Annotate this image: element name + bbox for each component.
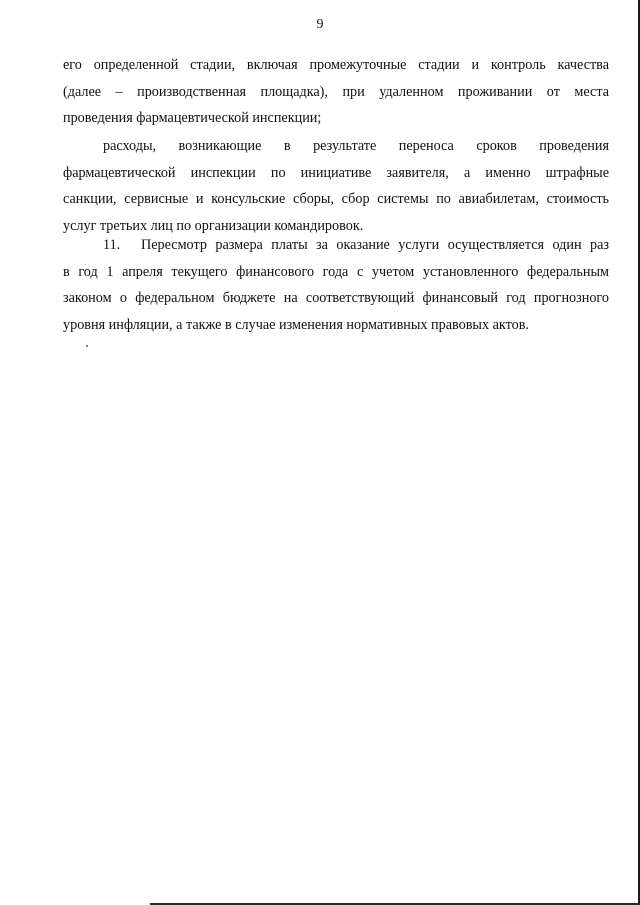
scan-speck xyxy=(86,345,88,347)
paragraph-text xyxy=(63,232,609,338)
item-number: 11. xyxy=(103,237,121,253)
text-line xyxy=(63,232,609,259)
paragraph-text xyxy=(63,52,609,132)
text-line: уровня инфляции, а также в случае изменения нормативных правовых актов. xyxy=(63,316,529,333)
text-line: услуг третьих лиц по организации командировок. xyxy=(63,217,364,234)
text-line: расходы, возникающие в результате переноса сроков проведения xyxy=(103,138,609,154)
text-line: в год 1 апреля текущего финансового года с учетом установленного федеральным xyxy=(63,263,609,280)
paragraph-continuation xyxy=(63,52,609,132)
text-line: законом о федеральном бюджете на соответствующий финансовый год прогнозного xyxy=(63,290,609,306)
text-line: его определенной стадии, включая промежуточные стадии и контроль качества xyxy=(63,57,609,73)
text-line: проведения фармацевтической инспекции; xyxy=(63,110,322,126)
paragraph-expenses xyxy=(63,133,609,239)
paragraph-item-11 xyxy=(63,232,609,338)
text-line: (далее – производственная площадка), при удаленном проживании от места xyxy=(63,83,609,100)
paragraph-text xyxy=(63,133,609,239)
text-line: санкции, сервисные и консульские сборы, сбор системы по авиабилетам, стоимость xyxy=(63,191,609,207)
page-number: 9 xyxy=(316,17,324,32)
text-line: фармацевтической инспекции по инициативе заявителя, а именно штрафные xyxy=(63,164,609,181)
text-line-content: Пересмотр размера платы за оказание услуги осуществляется один раз xyxy=(141,237,609,253)
